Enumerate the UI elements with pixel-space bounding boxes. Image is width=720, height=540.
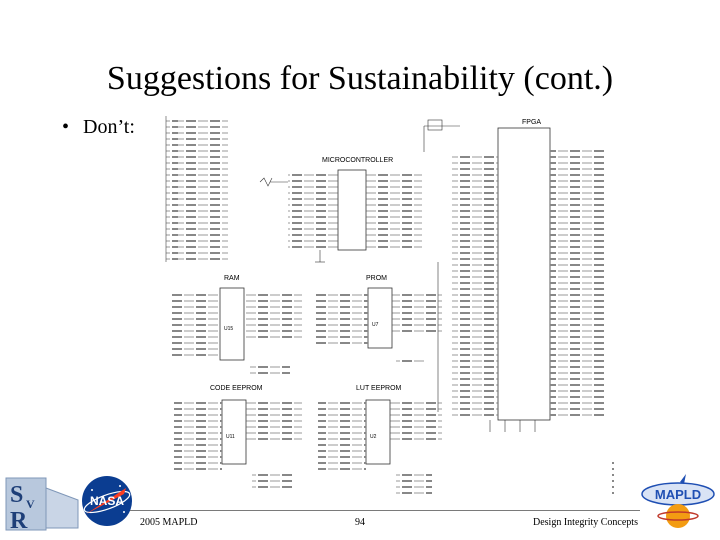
page-number: 94	[355, 517, 365, 528]
code-eeprom-block	[174, 385, 302, 492]
svg-text:R: R	[10, 508, 28, 534]
bullet-item	[62, 116, 135, 139]
microcontroller-label: MICROCONTROLLER	[322, 157, 394, 164]
microcontroller-block	[260, 157, 422, 262]
footer-left: 2005 MAPLD	[140, 517, 198, 528]
u11-label: U11	[226, 434, 235, 440]
u7-label: U7	[372, 322, 379, 328]
fpga-block	[424, 119, 616, 498]
lut-eeprom-block	[318, 385, 442, 494]
bullet-marker: •	[62, 116, 70, 138]
schematic-diagram	[160, 112, 620, 504]
prom-label: PROM	[366, 275, 387, 282]
mapld-logo	[640, 472, 716, 534]
slide-title: Suggestions for Sustainability (cont.)	[106, 60, 614, 97]
u15-label: U15	[224, 326, 234, 332]
svg-text:NASA: NASA	[89, 494, 125, 508]
u2-label: U2	[370, 434, 377, 440]
fpga-label: FPGA	[522, 119, 542, 126]
left-connector	[166, 116, 228, 262]
footer-right: Design Integrity Concepts	[533, 517, 638, 528]
code-eeprom-label: CODE EEPROM	[210, 385, 263, 392]
svg-text:V: V	[26, 497, 35, 511]
bullet-text: Don’t:	[83, 116, 135, 138]
svr-logo	[4, 470, 80, 534]
prom-block	[316, 275, 442, 364]
ram-block	[172, 275, 302, 378]
nasa-logo	[80, 474, 134, 528]
lut-eeprom-label: LUT EEPROM	[356, 385, 402, 392]
ram-label: RAM	[224, 275, 240, 282]
svg-text:MAPLD: MAPLD	[654, 487, 702, 502]
svg-text:S: S	[10, 482, 24, 508]
footer-divider	[130, 510, 640, 511]
